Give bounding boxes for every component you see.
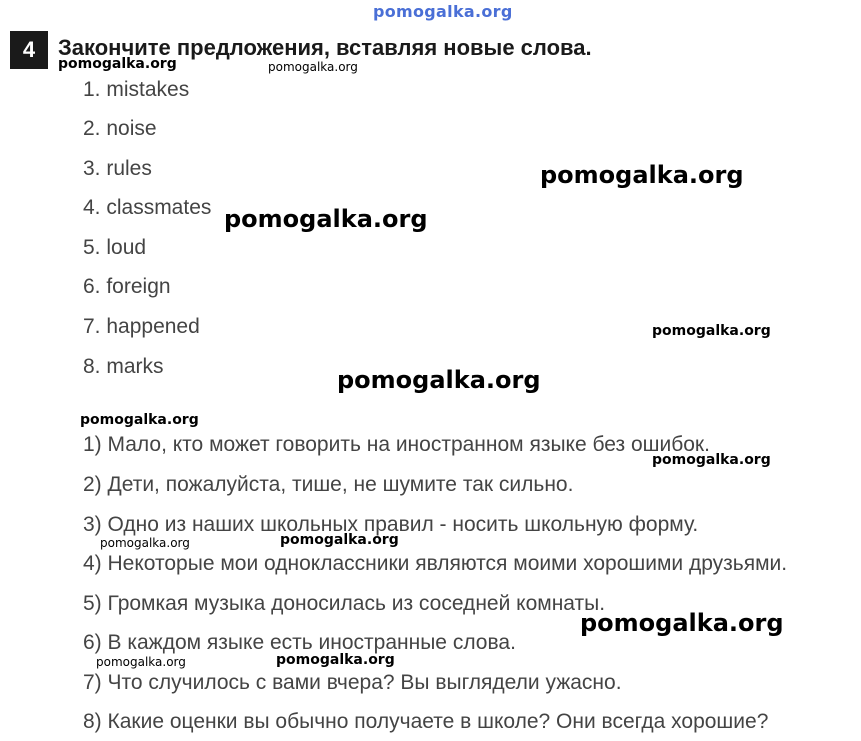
word-item: 5. loud bbox=[83, 236, 147, 259]
watermark: pomogalka.org bbox=[268, 60, 358, 74]
word-item: 6. foreign bbox=[83, 275, 171, 298]
sentence-item: 1) Мало, кто может говорить на иностранном языке без ошибок. bbox=[83, 433, 710, 456]
watermark: pomogalka.org bbox=[580, 609, 784, 637]
word-item: 1. mistakes bbox=[83, 78, 190, 101]
watermark: pomogalka.org bbox=[96, 655, 186, 669]
watermark: pomogalka.org bbox=[337, 366, 541, 394]
watermark: pomogalka.org bbox=[80, 412, 199, 428]
sentence-item: 5) Громкая музыка доносилась из соседней комнаты. bbox=[83, 592, 606, 615]
watermark: pomogalka.org bbox=[100, 536, 190, 550]
watermark: pomogalka.org bbox=[652, 323, 771, 339]
word-item: 4. classmates bbox=[83, 196, 212, 219]
task-number-badge: 4 bbox=[10, 31, 48, 69]
sentence-item: 7) Что случилось с вами вчера? Вы выглядели ужасно. bbox=[83, 671, 622, 694]
watermark: pomogalka.org bbox=[540, 161, 744, 189]
watermark: pomogalka.org bbox=[224, 205, 428, 233]
word-item: 2. noise bbox=[83, 117, 157, 140]
sentence-item: 2) Дети, пожалуйста, тише, не шумите так сильно. bbox=[83, 473, 574, 496]
sentence-item: 6) В каждом языке есть иностранные слова. bbox=[83, 631, 516, 654]
word-item: 7. happened bbox=[83, 315, 200, 338]
watermark: pomogalka.org bbox=[280, 532, 399, 548]
watermark: pomogalka.org bbox=[276, 652, 395, 668]
sentence-item: 4) Некоторые мои одноклассники являются моими хорошими друзьями. bbox=[83, 552, 788, 575]
sentence-item: 8) Какие оценки вы обычно получаете в школе? Они всегда хорошие? bbox=[83, 710, 769, 733]
watermark: pomogalka.org bbox=[652, 452, 771, 468]
site-watermark-top: pomogalka.org bbox=[373, 2, 513, 21]
sentence-item: 3) Одно из наших школьных правил - носить школьную форму. bbox=[83, 513, 699, 536]
word-item: 8. marks bbox=[83, 355, 164, 378]
word-item: 3. rules bbox=[83, 157, 152, 180]
watermark: pomogalka.org bbox=[58, 56, 177, 72]
task-instruction: Закончите предложения, вставляя новые слова. bbox=[58, 35, 592, 60]
